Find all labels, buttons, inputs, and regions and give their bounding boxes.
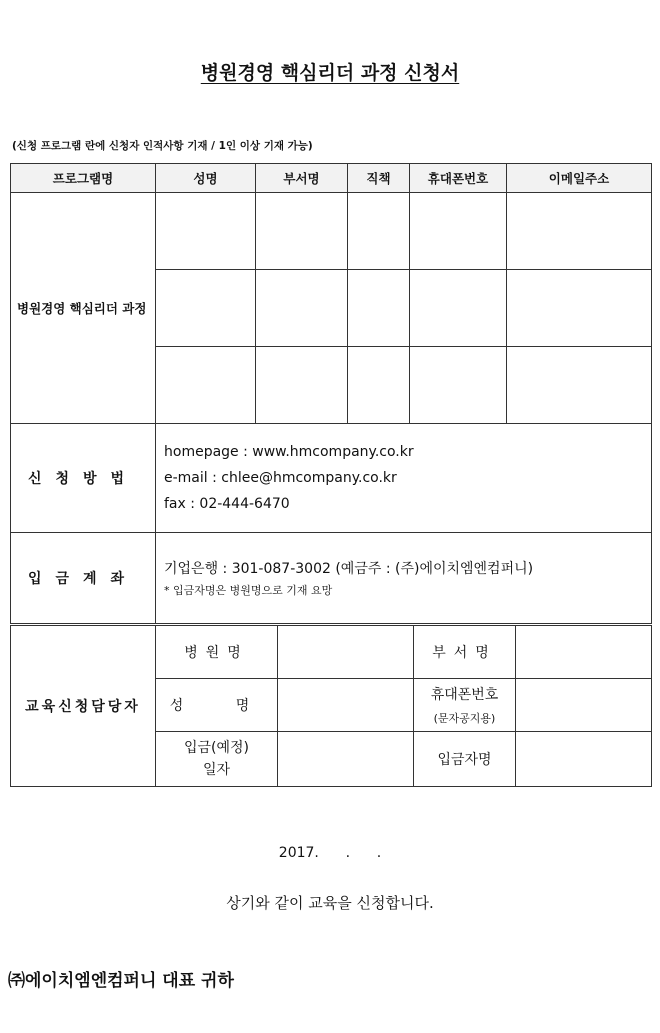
payer-field[interactable] (516, 732, 652, 787)
form-title (0, 58, 660, 85)
header-name: 성명 (156, 164, 256, 193)
pay-date-field[interactable] (278, 732, 414, 787)
table-header-row (11, 164, 652, 193)
phone-field[interactable] (410, 270, 507, 347)
contact-name-field[interactable] (278, 679, 414, 732)
phone-field[interactable] (410, 193, 507, 270)
table-row (11, 193, 652, 270)
header-phone: 휴대폰번호 (410, 164, 507, 193)
phone-note: (문자공지용) (433, 712, 496, 725)
dept-field[interactable] (256, 193, 348, 270)
dept-label: 부서명 (414, 626, 516, 679)
dept-field[interactable] (256, 347, 348, 424)
name-field[interactable] (156, 193, 256, 270)
phone-label-cell (414, 679, 516, 732)
addressee: ㈜에이치엠엔컴퍼니 대표 귀하 (8, 971, 234, 991)
confirm-text: 상기와 같이 교육을 신청합니다. (226, 894, 434, 912)
name-field[interactable] (156, 270, 256, 347)
contact-dept-field[interactable] (516, 626, 652, 679)
phone-field[interactable] (410, 347, 507, 424)
account-info: 기업은행 : 301-087-3002 (예금주 : (주)에이치엠엔컴퍼니) (164, 561, 534, 577)
method-row (11, 424, 652, 533)
pay-date-label-2: 일자 (202, 762, 231, 778)
contact-row (11, 626, 652, 679)
email-field[interactable] (507, 347, 652, 424)
applicant-table (10, 163, 652, 624)
name-label (156, 679, 278, 732)
pay-date-label-1: 입금(예정) (183, 740, 250, 756)
method-cell (156, 424, 652, 533)
header-position: 직책 (348, 164, 410, 193)
program-name-cell: 병원경영 핵심리더 과정 (11, 193, 156, 424)
payer-label: 입금자명 (414, 732, 516, 787)
pay-date-label-cell (156, 732, 278, 787)
hospital-field[interactable] (278, 626, 414, 679)
position-field[interactable] (348, 270, 410, 347)
hospital-label: 병원명 (156, 626, 278, 679)
name-field[interactable] (156, 347, 256, 424)
account-cell (156, 533, 652, 624)
form-note: (신청 프로그램 란에 신청자 인적사항 기재 / 1인 이상 기재 가능) (12, 140, 313, 152)
position-field[interactable] (348, 193, 410, 270)
name-label-text: 성 명 (169, 698, 264, 714)
email-text: e-mail : chlee@hmcompany.co.kr (164, 470, 397, 486)
method-label: 신청방법 (11, 424, 156, 533)
dept-field[interactable] (256, 270, 348, 347)
account-row (11, 533, 652, 624)
email-field[interactable] (507, 193, 652, 270)
header-program: 프로그램명 (11, 164, 156, 193)
email-field[interactable] (507, 270, 652, 347)
fax-text: fax : 02-444-6470 (164, 496, 290, 512)
account-note: * 입금자명은 병원명으로 기재 요망 (164, 584, 333, 597)
header-dept: 부서명 (256, 164, 348, 193)
application-date: 2017. . . (278, 845, 382, 861)
homepage-text: homepage : www.hmcompany.co.kr (164, 444, 414, 460)
contact-label: 교육신청담당자 (11, 626, 156, 787)
phone-label: 휴대폰번호 (430, 687, 499, 703)
contact-table (10, 625, 652, 787)
form-title-text: 병원경영 핵심리더 과정 신청서 (200, 62, 460, 84)
header-email: 이메일주소 (507, 164, 652, 193)
position-field[interactable] (348, 347, 410, 424)
contact-phone-field[interactable] (516, 679, 652, 732)
account-label: 입금계좌 (11, 533, 156, 624)
